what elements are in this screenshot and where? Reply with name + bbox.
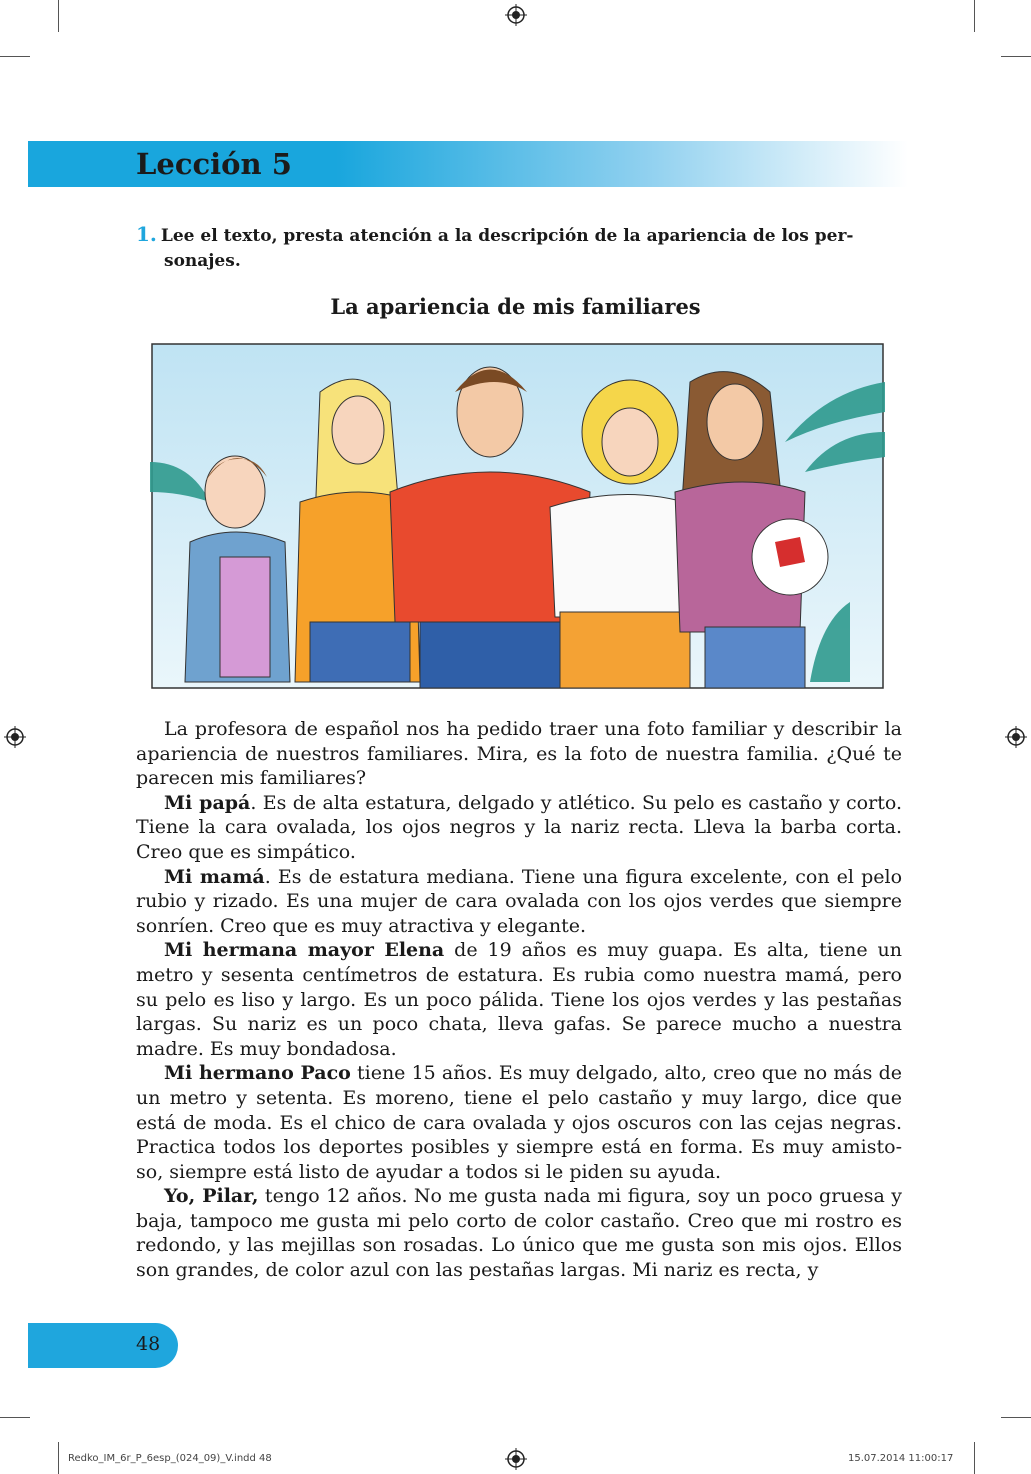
story-title: La apariencia de mis familiares	[330, 294, 701, 319]
paragraph-paco-lead: Mi hermano Paco	[164, 1062, 351, 1085]
crop-mark	[974, 0, 975, 32]
crop-mark	[0, 56, 30, 57]
paragraph-pilar-lead: Yo, Pilar,	[164, 1185, 259, 1208]
slug-filename: Redko_IM_6r_P_6esp_(024_09)_V.indd 48	[68, 1453, 272, 1464]
paragraph-papa-text: . Es de alta estatura, delgado y atlético. Su pelo es castaño y corto. Tiene la cara ovalada, los ojos negros y la nariz recta. Lleva la barba corta. Creo que es simpático.	[136, 791, 902, 863]
page-number: 48	[136, 1333, 161, 1355]
crop-mark	[974, 1442, 975, 1474]
paragraph-paco	[136, 1061, 902, 1184]
crop-mark	[1001, 56, 1031, 57]
paragraph-papa	[136, 791, 902, 865]
paragraph-papa-lead: Mi papá	[164, 791, 251, 814]
registration-mark-icon	[505, 1448, 527, 1470]
task-instruction	[136, 222, 906, 274]
task-number: 1.	[136, 222, 157, 246]
registration-mark-icon	[505, 4, 527, 26]
paragraph-mama-text: . Es de estatura mediana. Tiene una figura excelente, con el pelo rubio y rizado. Es una mujer de cara ovalada con los ojos verdes que siempre sonríen. Creo que es muy atractiva y elegante.	[136, 865, 903, 937]
slug-date: 15.07.2014 11:00:17	[848, 1453, 954, 1464]
body-text	[136, 717, 902, 1283]
paragraph-pilar-text: tengo 12 años. No me gusta nada mi figura, soy un poco gruesa y baja, tampoco me gusta mi pelo corto de color castaño. Creo que mi rostro es redondo, y las mejillas son rosadas. Lo único que me gusta son mis ojos. Ellos son grandes, de color azul con las pestañas largas. Mi nariz es recta, y	[136, 1185, 903, 1282]
registration-mark-icon	[4, 726, 26, 748]
paragraph-paco-text: tiene 15 años. Es muy delgado, alto, creo que no más de un metro y setenta. Es moreno, tiene el pelo castaño y muy largo, dice que está de moda. Es el chico de cara ovalada y ojos oscuros con las cejas negras. Practica todos los deportes posibles y siempre está en forma. Es muy amisto-so, siempre está listo de ayudar a todos si le piden su ayuda.	[136, 1062, 902, 1183]
paragraph-pilar	[136, 1184, 902, 1282]
task-text-line2: sonajes.	[164, 251, 241, 271]
crop-mark	[0, 1417, 30, 1418]
paragraph-mama-lead: Mi mamá	[164, 865, 265, 888]
crop-mark	[58, 1442, 59, 1474]
task-text-line1: Lee el texto, presta atención a la descripción de la apariencia de los per-	[160, 226, 854, 246]
registration-mark-icon	[1005, 726, 1027, 748]
crop-mark	[1001, 1417, 1031, 1418]
paragraph-elena-lead: Mi hermana mayor Elena	[164, 939, 445, 962]
crop-mark	[58, 0, 59, 32]
family-illustration	[150, 342, 885, 690]
paragraph-elena-text: de 19 años es muy guapa. Es alta, tiene un metro y sesenta centímetros de estatura. Es rubia como nuestra mamá, pero su pelo es liso y largo. Es un poco pálida. Tiene los ojos verdes y las pestañas largas. Su nariz es un poco chata, lleva gafas. Se parece mucho a nuestra madre. Es muy bondadosa.	[136, 939, 902, 1060]
paragraph-intro: La profesora de español nos ha pedido traer una foto familiar y describir la apariencia de nuestros familiares. Mira, es la foto de nuestra familia. ¿Qué te parecen mis familiares?	[136, 718, 902, 790]
paragraph-elena	[136, 938, 902, 1061]
paragraph-mama	[136, 865, 902, 939]
lesson-title: Lección 5	[136, 147, 292, 181]
